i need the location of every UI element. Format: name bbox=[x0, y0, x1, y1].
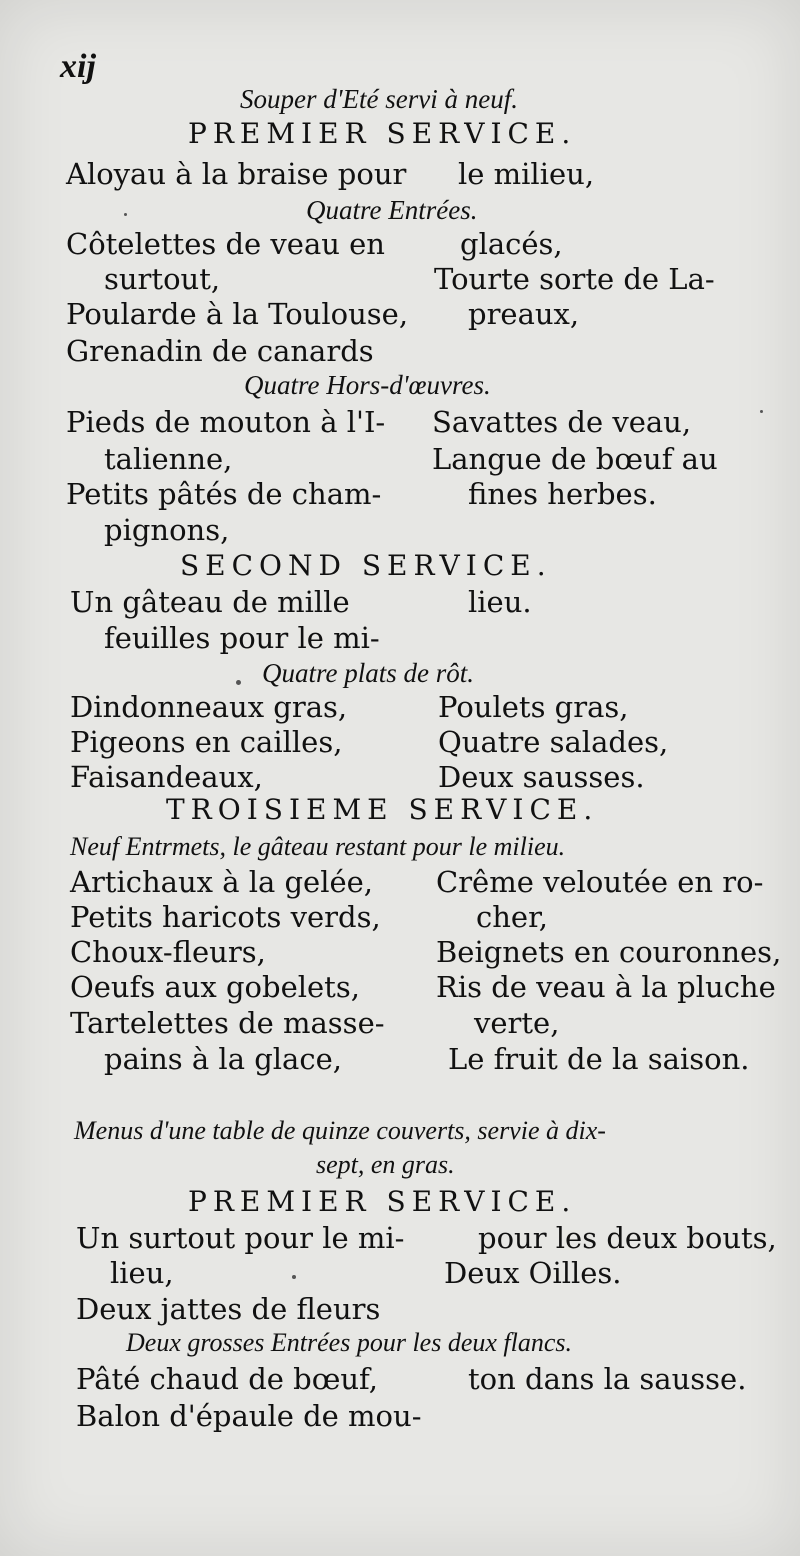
dish-left: Petits haricots verds, bbox=[70, 900, 381, 934]
dish-left: Pigeons en cailles, bbox=[70, 725, 343, 759]
service-heading-second: SECOND SERVICE. bbox=[180, 549, 552, 582]
dish-right: Quatre salades, bbox=[438, 725, 669, 759]
course-heading-entrees: Deux grosses Entrées pour les deux flancs. bbox=[126, 1328, 573, 1357]
service-heading-third: TROISIEME SERVICE. bbox=[166, 793, 599, 826]
page-number: xij bbox=[60, 48, 96, 85]
dish-left: lieu, bbox=[110, 1256, 174, 1290]
dish-left: Oeufs aux gobelets, bbox=[70, 970, 360, 1004]
dish-right: le milieu, bbox=[458, 157, 595, 191]
dish-right: Le fruit de la saison. bbox=[448, 1042, 750, 1076]
course-heading-hors-doeuvres: Quatre Hors-d'œuvres. bbox=[244, 370, 491, 400]
dish-right: Crême veloutée en ro- bbox=[436, 865, 764, 899]
dish-left: Pâté chaud de bœuf, bbox=[76, 1362, 378, 1396]
dish-left: talienne, bbox=[104, 442, 233, 476]
dish-right: Ris de veau à la pluche bbox=[436, 970, 776, 1004]
dish-left: Tartelettes de masse- bbox=[70, 1006, 385, 1040]
dish-left: Dindonneaux gras, bbox=[70, 690, 348, 724]
service-heading-first: PREMIER SERVICE. bbox=[188, 1185, 577, 1218]
dish-right: fines herbes. bbox=[468, 477, 657, 511]
dish-right: Tourte sorte de La- bbox=[434, 262, 715, 296]
dish-right: Savattes de veau, bbox=[432, 405, 692, 439]
dish-right: glacés, bbox=[460, 227, 563, 261]
dish-left: Faisandeaux, bbox=[70, 760, 263, 794]
dish-right: Deux sausses. bbox=[438, 760, 645, 794]
dish-left: feuilles pour le mi- bbox=[104, 621, 380, 655]
ink-speck bbox=[760, 410, 763, 413]
dish-left: Deux jattes de fleurs bbox=[76, 1292, 381, 1326]
menu-title: Souper d'Eté servi à neuf. bbox=[240, 84, 518, 114]
dish-right: preaux, bbox=[468, 297, 580, 331]
ink-speck bbox=[124, 213, 127, 216]
dish-left: Un surtout pour le mi- bbox=[76, 1221, 405, 1255]
course-heading-entrees: Quatre Entrées. bbox=[306, 195, 478, 225]
menu-title: Menus d'une table de quinze couverts, servie à dix- bbox=[74, 1116, 606, 1145]
dish-right: Beignets en couronnes, bbox=[436, 935, 782, 969]
dish-left: Grenadin de canards bbox=[66, 334, 374, 368]
dish-left: Un gâteau de mille bbox=[70, 585, 350, 619]
course-heading-entremets: Neuf Entrmets, le gâteau restant pour le milieu. bbox=[70, 832, 566, 861]
course-heading-roast: Quatre plats de rôt. bbox=[262, 658, 474, 688]
dish-left: pignons, bbox=[104, 513, 230, 547]
dish-right: Deux Oilles. bbox=[444, 1256, 622, 1290]
dish-right: cher, bbox=[476, 900, 548, 934]
dish-left: Côtelettes de veau en bbox=[66, 227, 385, 261]
dish-right: ton dans la sausse. bbox=[468, 1362, 747, 1396]
dish-left: Petits pâtés de cham- bbox=[66, 477, 382, 511]
menu-title-continued: sept, en gras. bbox=[316, 1150, 455, 1179]
dish-right: Langue de bœuf au bbox=[432, 442, 718, 476]
dish-right: pour les deux bouts, bbox=[478, 1221, 777, 1255]
dish-left: Poularde à la Toulouse, bbox=[66, 297, 409, 331]
dish-left: Balon d'épaule de mou- bbox=[76, 1399, 422, 1433]
dish-left: Aloyau à la braise pour bbox=[66, 157, 407, 191]
dish-left: Choux-fleurs, bbox=[70, 935, 266, 969]
dish-right: verte, bbox=[474, 1006, 560, 1040]
dish-left: surtout, bbox=[104, 262, 221, 296]
service-heading-first: PREMIER SERVICE. bbox=[188, 117, 577, 150]
dish-right: Poulets gras, bbox=[438, 690, 629, 724]
ink-speck bbox=[236, 680, 241, 685]
ink-speck bbox=[292, 1275, 296, 1279]
dish-left: Pieds de mouton à l'I- bbox=[66, 405, 386, 439]
dish-left: Artichaux à la gelée, bbox=[70, 865, 374, 899]
dish-right: lieu. bbox=[468, 585, 532, 619]
dish-left: pains à la glace, bbox=[104, 1042, 342, 1076]
